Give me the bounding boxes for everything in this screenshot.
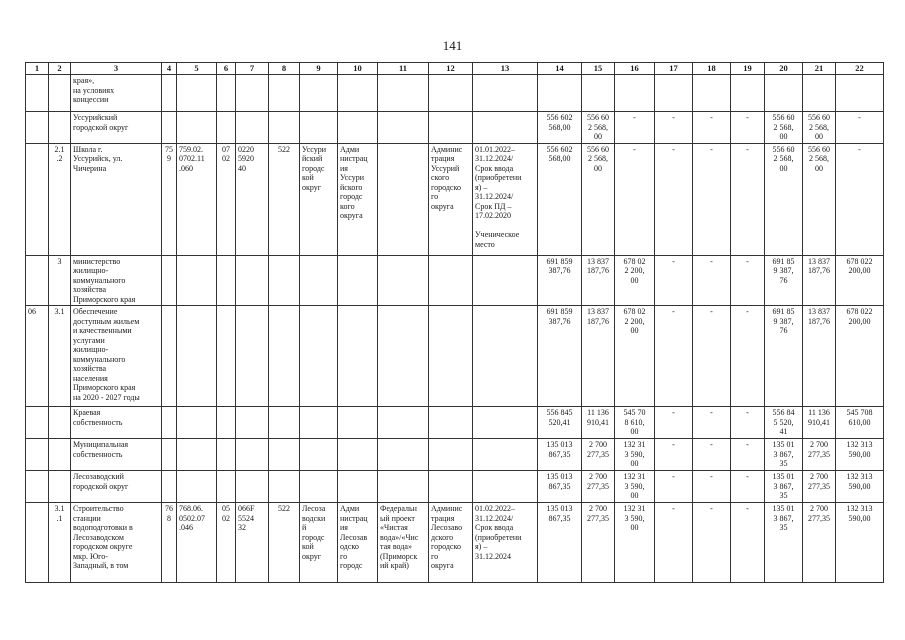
table-cell-col-2	[49, 407, 71, 439]
table-row	[26, 471, 884, 503]
table-cell-col-5	[177, 407, 217, 439]
table-cell-col-12: Админис трация Уссурий ского городско го округа	[429, 143, 473, 255]
table-cell-col-17: -	[655, 439, 693, 471]
table-cell-col-18: -	[693, 439, 731, 471]
column-header-18: 18	[693, 63, 731, 75]
table-cell-col-22: 132 313 590,00	[836, 503, 884, 583]
table-cell-col-7	[236, 306, 269, 407]
table-cell-col-9: Уссури йский городс кой округ	[300, 143, 338, 255]
table-cell-col-9	[300, 439, 338, 471]
table-cell-col-6	[217, 407, 236, 439]
table-cell-col-16: 132 31 3 590, 00	[615, 439, 655, 471]
column-header-7: 7	[236, 63, 269, 75]
table-cell-col-6	[217, 112, 236, 144]
table-cell-col-3: края», на условиях концессии	[71, 75, 162, 112]
table-cell-col-1: 06	[26, 306, 49, 407]
table-cell-col-4	[162, 75, 177, 112]
table-cell-col-6	[217, 306, 236, 407]
table-cell-col-20: 135 01 3 867, 35	[765, 471, 803, 503]
table-cell-col-10	[338, 407, 378, 439]
table-cell-col-14: 556 602 568,00	[538, 112, 582, 144]
table-cell-col-17	[655, 75, 693, 112]
table-cell-col-13	[473, 407, 538, 439]
table-cell-col-19: -	[731, 407, 765, 439]
table-cell-col-3: Школа г. Уссурийск, ул. Чичерина	[71, 143, 162, 255]
table-cell-col-6	[217, 439, 236, 471]
table-cell-col-20: 135 01 3 867, 35	[765, 439, 803, 471]
table-row	[26, 439, 884, 471]
table-cell-col-2	[49, 112, 71, 144]
table-cell-col-4	[162, 112, 177, 144]
table-cell-col-22: 678 022 200,00	[836, 306, 884, 407]
column-header-6: 6	[217, 63, 236, 75]
table-cell-col-2: 3	[49, 255, 71, 306]
column-header-21: 21	[803, 63, 836, 75]
table-cell-col-11	[378, 143, 429, 255]
table-cell-col-15: 2 700 277,35	[582, 439, 615, 471]
table-cell-col-8	[269, 407, 300, 439]
table-cell-col-11	[378, 255, 429, 306]
table-cell-col-11	[378, 439, 429, 471]
column-header-4: 4	[162, 63, 177, 75]
table-cell-col-8	[269, 75, 300, 112]
table-cell-col-20: 691 85 9 387, 76	[765, 255, 803, 306]
column-header-17: 17	[655, 63, 693, 75]
table-cell-col-14: 691 859 387,76	[538, 255, 582, 306]
table-cell-col-22: 132 313 590,00	[836, 439, 884, 471]
table-row	[26, 503, 884, 583]
table-cell-col-8	[269, 306, 300, 407]
table-cell-col-16: -	[615, 143, 655, 255]
table-cell-col-21	[803, 75, 836, 112]
table-cell-col-10: Адми нистрац ия Уссури йского городс кого округа	[338, 143, 378, 255]
table-cell-col-20: 691 85 9 387, 76	[765, 306, 803, 407]
table-row	[26, 143, 884, 255]
table-cell-col-3: министерство жилищно- коммунального хозяйства Приморского края	[71, 255, 162, 306]
header-row	[26, 63, 884, 75]
column-header-16: 16	[615, 63, 655, 75]
table-cell-col-21: 556 60 2 568, 00	[803, 143, 836, 255]
table-cell-col-2: 3.1	[49, 306, 71, 407]
table-cell-col-16	[615, 75, 655, 112]
column-header-1: 1	[26, 63, 49, 75]
table-cell-col-22	[836, 75, 884, 112]
table-cell-col-10	[338, 255, 378, 306]
table-cell-col-7	[236, 112, 269, 144]
table-cell-col-1	[26, 407, 49, 439]
table-cell-col-6: 05 02	[217, 503, 236, 583]
table-cell-col-7: 0220 5920 40	[236, 143, 269, 255]
table-cell-col-5: 759.02. 0702.11 .060	[177, 143, 217, 255]
table-row	[26, 112, 884, 144]
table-cell-col-7	[236, 471, 269, 503]
table-cell-col-15: 2 700 277,35	[582, 471, 615, 503]
column-header-11: 11	[378, 63, 429, 75]
table-cell-col-2: 3.1 .1	[49, 503, 71, 583]
table-cell-col-19: -	[731, 112, 765, 144]
table-cell-col-13	[473, 255, 538, 306]
table-cell-col-9	[300, 407, 338, 439]
table-cell-col-3: Лесозаводский городской округ	[71, 471, 162, 503]
column-header-15: 15	[582, 63, 615, 75]
table-cell-col-20: 556 60 2 568, 00	[765, 112, 803, 144]
table-cell-col-12	[429, 112, 473, 144]
table-cell-col-9	[300, 112, 338, 144]
table-cell-col-17: -	[655, 255, 693, 306]
table-cell-col-17: -	[655, 143, 693, 255]
table-row	[26, 407, 884, 439]
table-cell-col-21: 13 837 187,76	[803, 255, 836, 306]
table-cell-col-18	[693, 75, 731, 112]
table-cell-col-5	[177, 75, 217, 112]
table-cell-col-4	[162, 471, 177, 503]
table-cell-col-8	[269, 471, 300, 503]
column-header-9: 9	[300, 63, 338, 75]
table-cell-col-12	[429, 255, 473, 306]
table-cell-col-1	[26, 112, 49, 144]
table-cell-col-3: Строительство станции водоподготовки в Лесозаводском городском округе мкр. Юго- Западный, в том	[71, 503, 162, 583]
table-cell-col-12	[429, 439, 473, 471]
table-cell-col-21: 13 837 187,76	[803, 306, 836, 407]
table-cell-col-1	[26, 143, 49, 255]
table-cell-col-2	[49, 75, 71, 112]
table-cell-col-21: 556 60 2 568, 00	[803, 112, 836, 144]
table-cell-col-19: -	[731, 143, 765, 255]
table-cell-col-14: 135 013 867,35	[538, 471, 582, 503]
table-cell-col-22: -	[836, 143, 884, 255]
table-cell-col-13: 01.02.2022– 31.12.2024/ Срок ввода (приобретени я) – 31.12.2024	[473, 503, 538, 583]
table-cell-col-17: -	[655, 503, 693, 583]
table-cell-col-6	[217, 471, 236, 503]
column-header-20: 20	[765, 63, 803, 75]
table-cell-col-19: -	[731, 503, 765, 583]
table-cell-col-22: 132 313 590,00	[836, 471, 884, 503]
table-cell-col-18: -	[693, 407, 731, 439]
table-cell-col-4	[162, 255, 177, 306]
table-cell-col-2	[49, 471, 71, 503]
table-cell-col-1	[26, 75, 49, 112]
table-cell-col-13	[473, 471, 538, 503]
table-cell-col-15	[582, 75, 615, 112]
column-header-10: 10	[338, 63, 378, 75]
table-cell-col-3: Обеспечение доступным жильем и качественными услугами жилищно- коммунального хозяйства населения Приморского края на 2020 - 2027 годы	[71, 306, 162, 407]
table-cell-col-12	[429, 407, 473, 439]
table-cell-col-8: 522	[269, 503, 300, 583]
table-cell-col-14: 135 013 867,35	[538, 503, 582, 583]
column-header-13: 13	[473, 63, 538, 75]
table-cell-col-11	[378, 306, 429, 407]
table-cell-col-8: 522	[269, 143, 300, 255]
column-header-3: 3	[71, 63, 162, 75]
table-cell-col-10	[338, 306, 378, 407]
table-cell-col-19: -	[731, 471, 765, 503]
table-cell-col-10	[338, 439, 378, 471]
table-cell-col-22: 678 022 200,00	[836, 255, 884, 306]
table-row	[26, 75, 884, 112]
table-cell-col-5	[177, 306, 217, 407]
table-cell-col-19: -	[731, 306, 765, 407]
table-cell-col-18: -	[693, 503, 731, 583]
table-cell-col-6: 07 02	[217, 143, 236, 255]
table-cell-col-4	[162, 407, 177, 439]
table-cell-col-15: 11 136 910,41	[582, 407, 615, 439]
table-cell-col-3: Муниципальная собственность	[71, 439, 162, 471]
table-cell-col-7: 066F 5524 32	[236, 503, 269, 583]
table-cell-col-8	[269, 112, 300, 144]
table-cell-col-5	[177, 255, 217, 306]
table-cell-col-12	[429, 471, 473, 503]
budget-table	[25, 62, 884, 583]
table-cell-col-16: 678 02 2 200, 00	[615, 255, 655, 306]
table-cell-col-19	[731, 75, 765, 112]
table-cell-col-1	[26, 439, 49, 471]
table-cell-col-5	[177, 471, 217, 503]
table-row	[26, 255, 884, 306]
table-cell-col-21: 2 700 277,35	[803, 503, 836, 583]
table-cell-col-7	[236, 407, 269, 439]
table-cell-col-16: 132 31 3 590, 00	[615, 471, 655, 503]
column-header-12: 12	[429, 63, 473, 75]
table-cell-col-6	[217, 75, 236, 112]
table-cell-col-15: 556 60 2 568, 00	[582, 112, 615, 144]
table-cell-col-5: 768.06. 0502.07 .046	[177, 503, 217, 583]
table-cell-col-11	[378, 112, 429, 144]
table-cell-col-5	[177, 112, 217, 144]
table-cell-col-4: 75 9	[162, 143, 177, 255]
table-cell-col-19: -	[731, 255, 765, 306]
table-cell-col-14	[538, 75, 582, 112]
table-cell-col-22: 545 708 610,00	[836, 407, 884, 439]
table-cell-col-9	[300, 471, 338, 503]
table-cell-col-17: -	[655, 306, 693, 407]
page-number: 141	[442, 38, 463, 53]
table-cell-col-21: 2 700 277,35	[803, 471, 836, 503]
table-cell-col-8	[269, 439, 300, 471]
table-cell-col-21: 2 700 277,35	[803, 439, 836, 471]
table-cell-col-13	[473, 306, 538, 407]
table-cell-col-13: 01.01.2022– 31.12.2024/ Срок ввода (приобретени я) – 31.12.2024/ Срок ПД – 17.02.2020 Ученическое место	[473, 143, 538, 255]
table-cell-col-9	[300, 306, 338, 407]
column-header-14: 14	[538, 63, 582, 75]
table-cell-col-18: -	[693, 143, 731, 255]
table-cell-col-6	[217, 255, 236, 306]
column-header-22: 22	[836, 63, 884, 75]
table-cell-col-2: 2.1 .2	[49, 143, 71, 255]
table-cell-col-15: 13 837 187,76	[582, 255, 615, 306]
table-cell-col-11	[378, 471, 429, 503]
table-row	[26, 306, 884, 407]
table-cell-col-15: 2 700 277,35	[582, 503, 615, 583]
table-cell-col-18: -	[693, 471, 731, 503]
table-cell-col-21: 11 136 910,41	[803, 407, 836, 439]
table-cell-col-15: 13 837 187,76	[582, 306, 615, 407]
table-cell-col-18: -	[693, 255, 731, 306]
table-cell-col-9	[300, 255, 338, 306]
table-cell-col-14: 556 845 520,41	[538, 407, 582, 439]
table-cell-col-4: 76 8	[162, 503, 177, 583]
table-cell-col-7	[236, 439, 269, 471]
table-cell-col-12: Админис трация Лесозаво дского городско го округа	[429, 503, 473, 583]
column-header-5: 5	[177, 63, 217, 75]
table-cell-col-8	[269, 255, 300, 306]
table-cell-col-12	[429, 306, 473, 407]
table-cell-col-10	[338, 75, 378, 112]
column-header-8: 8	[269, 63, 300, 75]
table-cell-col-20: 556 60 2 568, 00	[765, 143, 803, 255]
table-cell-col-14: 556 602 568,00	[538, 143, 582, 255]
table-cell-col-14: 135 013 867,35	[538, 439, 582, 471]
table-cell-col-16: -	[615, 112, 655, 144]
table-cell-col-9	[300, 75, 338, 112]
table-cell-col-17: -	[655, 407, 693, 439]
table-cell-col-3: Краевая собственность	[71, 407, 162, 439]
table-cell-col-13	[473, 439, 538, 471]
table-cell-col-18: -	[693, 112, 731, 144]
table-cell-col-1	[26, 255, 49, 306]
table-cell-col-20	[765, 75, 803, 112]
table-cell-col-5	[177, 439, 217, 471]
table-cell-col-13	[473, 112, 538, 144]
column-header-19: 19	[731, 63, 765, 75]
table-cell-col-4	[162, 306, 177, 407]
table-cell-col-22: -	[836, 112, 884, 144]
table-cell-col-11	[378, 75, 429, 112]
table-cell-col-12	[429, 75, 473, 112]
table-cell-col-1	[26, 471, 49, 503]
table-cell-col-1	[26, 503, 49, 583]
table-cell-col-14: 691 859 387,76	[538, 306, 582, 407]
table-cell-col-17: -	[655, 112, 693, 144]
table-cell-col-9: Лесоза водски й городс кой округ	[300, 503, 338, 583]
table-cell-col-17: -	[655, 471, 693, 503]
column-header-2: 2	[49, 63, 71, 75]
table-cell-col-11: Федеральн ый проект «Чистая вода»/«Чис тая вода» (Приморск ий край)	[378, 503, 429, 583]
table-cell-col-13	[473, 75, 538, 112]
table-cell-col-16: 678 02 2 200, 00	[615, 306, 655, 407]
table-cell-col-7	[236, 75, 269, 112]
table-cell-col-16: 545 70 8 610, 00	[615, 407, 655, 439]
table-cell-col-10	[338, 112, 378, 144]
table-cell-col-20: 135 01 3 867, 35	[765, 503, 803, 583]
table-cell-col-2	[49, 439, 71, 471]
table-cell-col-19: -	[731, 439, 765, 471]
table-cell-col-10	[338, 471, 378, 503]
table-cell-col-7	[236, 255, 269, 306]
table-cell-col-11	[378, 407, 429, 439]
table-cell-col-18: -	[693, 306, 731, 407]
table-cell-col-3: Уссурийский городской округ	[71, 112, 162, 144]
table-cell-col-4	[162, 439, 177, 471]
table-cell-col-10: Адми нистрац ия Лесозав одско го городс	[338, 503, 378, 583]
table-cell-col-15: 556 60 2 568, 00	[582, 143, 615, 255]
table-cell-col-20: 556 84 5 520, 41	[765, 407, 803, 439]
table-cell-col-16: 132 31 3 590, 00	[615, 503, 655, 583]
